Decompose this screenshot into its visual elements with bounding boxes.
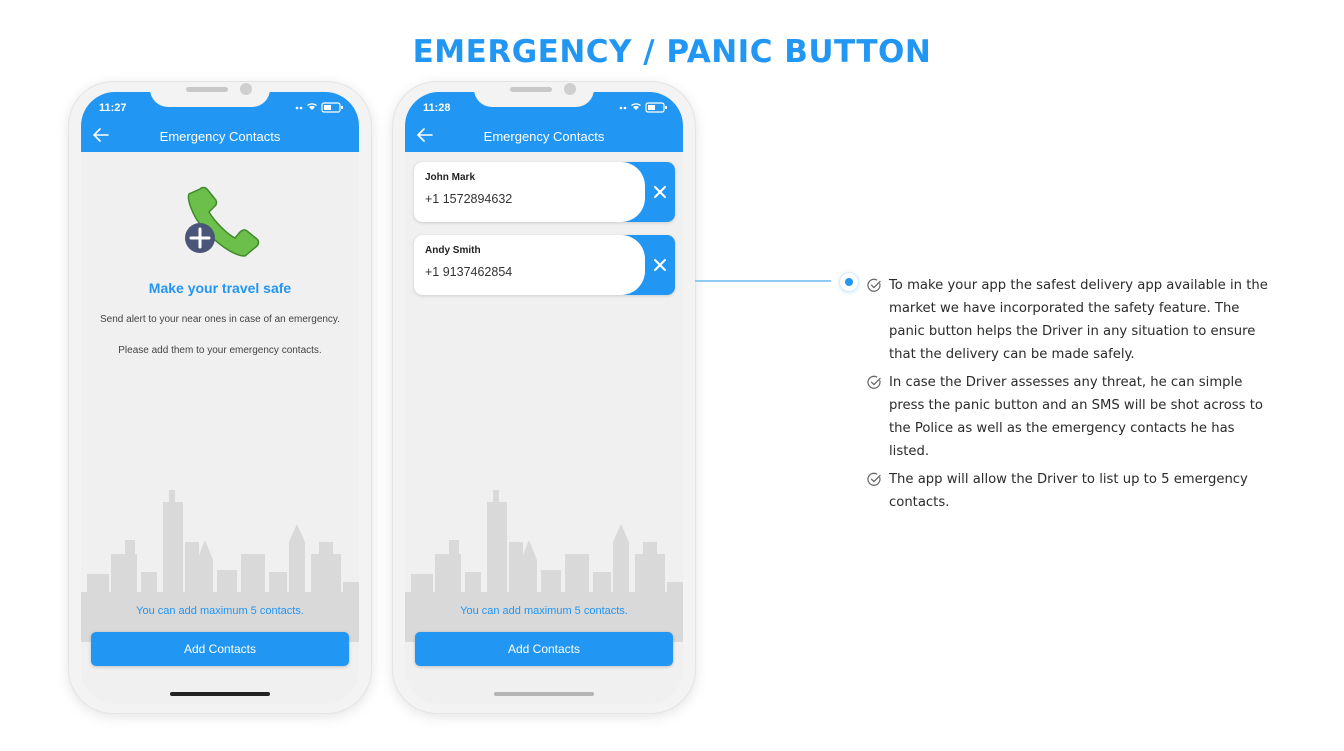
empty-state-description: Send alert to your near ones in case of an emergency. — [100, 314, 340, 325]
phone-notch — [474, 82, 594, 107]
feature-text: The app will allow the Driver to list up to 5 emergency contacts. — [889, 472, 1248, 510]
contact-phone: +1 1572894632 — [425, 192, 513, 206]
connector-dot-inner — [845, 278, 853, 286]
phone-screen — [405, 92, 683, 704]
contact-info — [414, 162, 645, 222]
add-contacts-button[interactable]: Add Contacts — [91, 632, 349, 666]
feature-item — [867, 274, 1277, 366]
remove-contact-button[interactable] — [645, 162, 675, 222]
feature-item — [867, 371, 1277, 463]
phone-speaker — [186, 87, 228, 92]
contact-name: John Mark — [425, 172, 476, 183]
phone-notch — [150, 82, 270, 107]
feature-text: In case the Driver assesses any threat, he can simple press the panic button and an SMS will be shot across to the Police as well as the emergency contacts he has listed. — [889, 375, 1263, 459]
status-time: 11:28 — [423, 102, 451, 114]
phone-camera — [240, 83, 252, 95]
status-icons — [295, 101, 345, 113]
phone-screen — [81, 92, 359, 704]
contact-phone: +1 9137462854 — [425, 265, 513, 279]
empty-state-note: Please add them to your emergency contacts. — [118, 345, 322, 356]
empty-state-title: Make your travel safe — [148, 280, 292, 296]
phone-mockup-empty — [69, 82, 371, 713]
phone-speaker — [510, 87, 552, 92]
contact-info — [414, 235, 645, 295]
check-circle-icon — [867, 375, 882, 390]
max-contacts-note: You can add maximum 5 contacts. — [460, 605, 628, 617]
home-indicator — [494, 692, 594, 696]
screen-title: Emergency Contacts — [483, 129, 605, 144]
feature-list — [867, 274, 1277, 519]
phone-add-icon — [181, 184, 261, 264]
feature-item — [867, 468, 1277, 514]
feature-text: To make your app the safest delivery app available in the market we have incorporated the safety feature. The panic button helps the Driver in any situation to ensure that the delivery can be made safely. — [889, 278, 1268, 362]
connector-dot — [840, 273, 858, 291]
contact-card — [414, 162, 675, 222]
status-time: 11:27 — [99, 102, 127, 114]
contact-card — [414, 235, 675, 295]
phone-camera — [564, 83, 576, 95]
status-icons — [619, 101, 669, 113]
remove-contact-button[interactable] — [645, 235, 675, 295]
contact-name: Andy Smith — [425, 245, 481, 256]
check-circle-icon — [867, 472, 882, 487]
close-icon — [654, 259, 666, 271]
connector-line — [695, 280, 831, 282]
check-circle-icon — [867, 278, 882, 293]
phone-mockup-contacts — [393, 82, 695, 713]
screen-title: Emergency Contacts — [159, 129, 281, 144]
close-icon — [654, 186, 666, 198]
max-contacts-note: You can add maximum 5 contacts. — [136, 605, 304, 617]
home-indicator — [170, 692, 270, 696]
page-title: EMERGENCY / PANIC BUTTON — [412, 34, 932, 70]
add-contacts-button[interactable]: Add Contacts — [415, 632, 673, 666]
